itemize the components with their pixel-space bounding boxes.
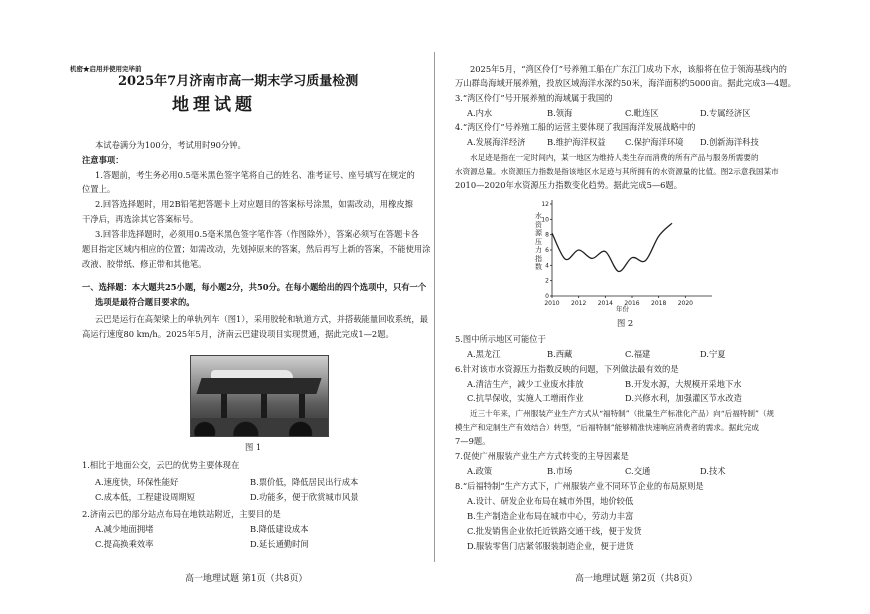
q7-option-c: C.交通 xyxy=(625,466,651,476)
x-tick-label: 2012 xyxy=(571,300,587,307)
series-line xyxy=(552,223,672,271)
q1-option-b: B.票价低，降低居民出行成本 xyxy=(250,477,359,487)
x-tick-label: 2016 xyxy=(624,300,640,307)
y-tick-label: 0 xyxy=(545,293,549,300)
note-line: 3.回答非选择题时，必须用0.5毫米黑色签字笔作答（作图除外），答案必须写在答题卡各 xyxy=(95,229,419,239)
question-5: 5.图中所示地区可能位于 xyxy=(455,334,546,344)
passage-line: 2025年5月，“湾区伶仃”号养殖工船在广东江门成功下水，该船将在位于领海基线内的 xyxy=(470,64,787,74)
q8-option-d: D.服装零售门店紧邻服装制造企业，便于进货 xyxy=(467,541,634,551)
q3-option-d: D.专属经济区 xyxy=(700,108,751,118)
passage-line: 7—9题。 xyxy=(455,436,491,446)
question-3: 3.“湾区伶仃”号开展养殖的海域属于我国的 xyxy=(455,93,613,103)
q7-option-b: B.市场 xyxy=(547,466,573,476)
figure-1-cloud-rail-photo xyxy=(190,355,329,437)
q6-option-a: A.清洁生产，减少工业废水排放 xyxy=(467,379,584,389)
passage-line: 高运行速度80 km/h。2025年5月，济南云巴建设项目实现贯通，据此完成1—2题。 xyxy=(82,329,394,339)
question-6: 6.针对该市水资源压力指数反映的问题，下列做法最有效的是 xyxy=(455,364,679,374)
section-1-heading: 一、选择题：本大题共25小题，每小题2分，共50分。在每小题给出的四个选项中，只有一个 xyxy=(82,282,427,292)
q3-option-a: A.内水 xyxy=(467,108,493,118)
question-4: 4.“湾区伶仃”号养殖工船的运营主要体现了我国海洋发展战略中的 xyxy=(455,122,696,132)
passage-line: 近三十年来，广州服装产业生产方式从“福特制”（批量生产标准化产品）向“后福特制”（规 xyxy=(470,409,775,418)
q1-option-a: A.速度快，环保性能好 xyxy=(95,477,179,487)
chart-x-label: 年份 xyxy=(616,305,629,313)
note-line: 题目指定区域内相应的位置；如需改动，先划掉原来的答案，然后再写上新的答案，不能使用涂 xyxy=(82,244,431,254)
y-tick-label: 4 xyxy=(545,262,549,270)
page-2-footer: 高一地理试题 第2页（共8页） xyxy=(575,574,698,584)
q8-option-b: B.生产制造企业布局在城市中心，劳动力丰富 xyxy=(467,511,634,521)
q6-option-d: D.兴修水利，加强灌区节水改造 xyxy=(625,393,742,403)
q6-option-c: C.抗旱保收，实施人工增雨作业 xyxy=(467,393,584,403)
q6-option-b: B.开发水源，大规模开采地下水 xyxy=(625,379,742,389)
note-line: 改液、胶带纸、修正带和其他笔。 xyxy=(82,259,207,269)
question-7: 7.促使广州服装产业生产方式转变的主导因素是 xyxy=(455,451,629,461)
elevated-track-shape xyxy=(196,378,321,394)
section-1-heading-cont: 选项是最符合题目要求的。 xyxy=(95,297,195,307)
note-line: 位置上。 xyxy=(82,184,116,194)
note-line: 2.回答选择题时，用2B铅笔把答题卡上对应题目的答案标号涂黑，如需改动，用橡皮擦 xyxy=(95,199,413,209)
subject-title: 地理试题 xyxy=(172,95,256,115)
note-line: 1.答题前，考生务必用0.5毫米黑色签字笔将自己的姓名、准考证号、座号填写在规定的 xyxy=(95,170,415,180)
question-1: 1.相比于地面公交，云巴的优势主要体现在 xyxy=(82,460,240,470)
q2-option-b: B.降低建设成本 xyxy=(250,524,309,534)
q3-option-b: B.领海 xyxy=(547,108,573,118)
page-1 xyxy=(0,0,432,614)
chart-y-label: 水资源压力指数 xyxy=(535,212,542,271)
q5-option-b: B.西藏 xyxy=(547,349,573,359)
q5-option-a: A.黑龙江 xyxy=(467,349,501,359)
q1-option-d: D.功能多，便于欣赏城市风景 xyxy=(250,492,359,502)
chart-axes xyxy=(552,200,712,296)
q2-option-c: C.提高换乘效率 xyxy=(95,539,154,549)
figure-2-chart xyxy=(540,196,720,316)
q7-option-a: A.政策 xyxy=(467,466,493,476)
figure-2-caption: 图 2 xyxy=(617,318,634,328)
passage-line: 2010—2020年水资源压力指数变化趋势。据此完成5—6题。 xyxy=(455,180,683,190)
page-1-footer: 高一地理试题 第1页（共8页） xyxy=(185,574,308,584)
chart-ticks xyxy=(541,201,693,307)
q4-option-d: D.创新海洋科技 xyxy=(700,137,759,147)
q2-option-a: A.减少地面拥堵 xyxy=(95,524,154,534)
q8-option-c: C.批发销售企业依托近铁路交通干线，便于发货 xyxy=(467,526,642,536)
q3-option-c: C.毗连区 xyxy=(625,108,659,118)
question-2: 2.济南云巴的部分站点布局在地铁站附近，主要目的是 xyxy=(82,509,281,519)
passage-line: 水足迹是指在一定时间内，某一地区为维持人类生存而消费的所有产品与服务所需要的 xyxy=(470,153,759,162)
note-line: 干净后，再选涂其它答案标号。 xyxy=(82,214,199,224)
y-tick-label: 8 xyxy=(545,231,549,239)
x-tick-label: 2018 xyxy=(651,300,667,307)
figure-1-caption: 图 1 xyxy=(245,442,262,452)
q1-option-c: C.成本低，工程建设周期短 xyxy=(95,492,195,502)
passage-line: 云巴是运行在高架梁上的单轨列车（图1），采用胶轮和轨道方式，并搭载能量回收系统，最 xyxy=(95,314,429,324)
y-tick-label: 10 xyxy=(541,216,549,224)
q4-option-a: A.发展海洋经济 xyxy=(467,137,526,147)
notes-heading: 注意事项： xyxy=(82,155,124,165)
x-tick-label: 2014 xyxy=(597,300,613,307)
question-8: 8.“后福特制”生产方式下，广州服装产业不同环节企业的布局原则是 xyxy=(455,481,704,491)
q7-option-d: D.技术 xyxy=(700,466,726,476)
x-tick-label: 2020 xyxy=(677,300,693,307)
y-tick-label: 2 xyxy=(545,277,549,285)
passage-line: 万山群岛海域开展养殖，投放区域海洋水深约50米，海洋面积约5000亩。据此完成3—4题。 xyxy=(455,78,796,88)
q8-option-a: A.设计、研发企业布局在城市外围，地价较低 xyxy=(467,496,634,506)
page-divider xyxy=(434,52,435,562)
q4-option-b: B.维护海洋权益 xyxy=(547,137,606,147)
q5-option-d: D.宁夏 xyxy=(700,349,726,359)
trees-shape xyxy=(191,418,328,436)
y-tick-label: 12 xyxy=(541,201,549,208)
passage-line: 水资源总量。水资源压力指数是指该地区水足迹与其所拥有的水资源量的比值。图2示意我国某市 xyxy=(455,167,779,176)
q5-option-c: C.福建 xyxy=(625,349,651,359)
exam-title: 2025年7月济南市高一期末学习质量检测 xyxy=(118,74,359,89)
q2-option-d: D.延长通勤时间 xyxy=(250,539,309,549)
x-tick-label: 2010 xyxy=(544,300,560,307)
confidential-label: 机密★启用并使用完毕前 xyxy=(70,65,142,73)
passage-line: 模生产和定制生产有效结合）转型，“后福特制”能够精准快速响应消费者的需求。据此完成 xyxy=(455,423,759,432)
y-tick-label: 6 xyxy=(545,247,549,254)
exam-intro: 本试卷满分为100分，考试用时90分钟。 xyxy=(95,140,246,150)
q4-option-c: C.保护海洋环境 xyxy=(625,137,684,147)
